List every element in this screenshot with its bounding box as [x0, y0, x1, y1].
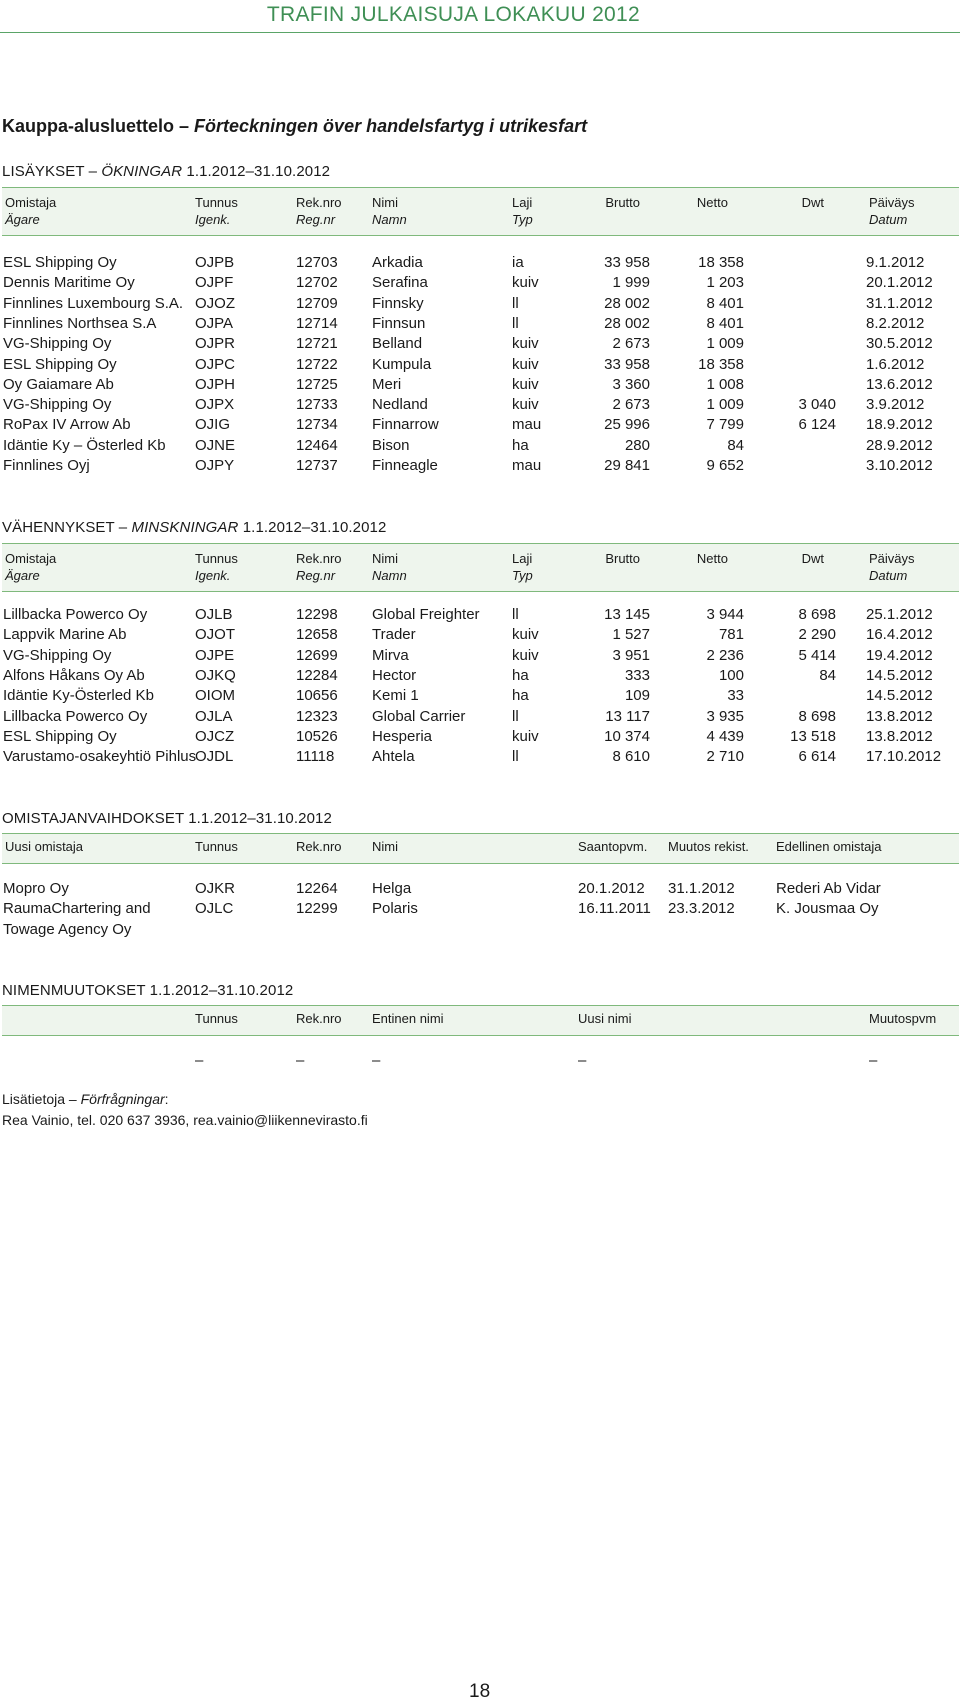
header-reg-no: Rek.nro [296, 551, 342, 566]
header-reg-no: Rek.nro [296, 195, 342, 210]
title-fi: Kauppa-alusluettelo – [2, 116, 195, 136]
cell-reg-no: 11118 [296, 748, 335, 766]
additions-heading: LISÄYKSET – ÖKNINGAR 1.1.2012–31.10.2012 [2, 163, 331, 180]
header-previous-owner: Edellinen omistaja [776, 839, 882, 854]
cell-call-sign: OIOM [195, 687, 235, 705]
cell-owner: Oy Gaiamare Ab [3, 375, 114, 393]
cell-type: ha [512, 687, 529, 705]
cell-type: ha [512, 436, 529, 454]
header-call-sign: Tunnus [195, 551, 238, 566]
cell-date: 20.1.2012 [866, 274, 933, 292]
cell-ship-name: Serafina [372, 274, 428, 292]
ownership-heading: OMISTAJANVAIHDOKSET 1.1.2012–31.10.2012 [2, 810, 332, 827]
cell-gross: 3 951 [612, 646, 650, 664]
cell-date: 28.9.2012 [866, 436, 933, 454]
cell-date: 8.2.2012 [866, 314, 925, 332]
cell-net: 1 008 [706, 375, 744, 393]
cell-reg-no: 12284 [296, 666, 338, 684]
cell-reg-no: 12725 [296, 375, 338, 393]
cell-ship-name: Global Carrier [372, 707, 466, 725]
header-owner: Omistaja [5, 195, 57, 210]
header-former-name: Entinen nimi [372, 1011, 444, 1026]
header-ship-name: Nimi [372, 551, 398, 566]
cell-net: 2 710 [706, 748, 744, 766]
cell-call-sign: OJOT [195, 626, 235, 644]
cell-call-sign: OJLC [195, 900, 234, 918]
cell-reg-no: 12299 [296, 900, 338, 918]
cell-type: ll [512, 606, 519, 623]
cell-reg-no: – [296, 1052, 305, 1069]
header-new-owner: Uusi omistaja [5, 839, 84, 854]
cell-net: 1 009 [706, 396, 744, 414]
cell-dwt: 8 698 [798, 606, 836, 623]
cell-dwt: 13 518 [790, 727, 836, 745]
cell-type: ha [512, 666, 529, 684]
cell-reg-no: 12722 [296, 355, 338, 373]
cell-ship-name: Global Freighter [372, 606, 480, 623]
footer-contact-text: Rea Vainio, tel. 020 637 3936, rea.vainio@liikennevirasto.fi [2, 1112, 368, 1128]
header-acquired-date: Saantopvm. [578, 839, 648, 854]
cell-owner: RoPax IV Arrow Ab [3, 416, 131, 434]
header-reg-no-sv: Reg.nr [296, 568, 336, 583]
cell-date: 13.6.2012 [866, 375, 933, 393]
cell-date: 16.4.2012 [866, 626, 933, 644]
cell-type: kuiv [512, 626, 539, 644]
cell-type: ll [512, 314, 519, 332]
cell-reg-no: 10656 [296, 687, 338, 705]
cell-owner: Idäntie Ky-Österled Kb [3, 687, 154, 705]
cell-new-name: – [578, 1052, 587, 1069]
header-call-sign: Tunnus [195, 839, 238, 854]
header-owner-sv: Ägare [5, 568, 40, 583]
cell-ship-name: Belland [372, 335, 423, 353]
header-date: Päiväys [869, 551, 915, 566]
reductions-heading: VÄHENNYKSET – MINSKNINGAR 1.1.2012–31.10.2012 [2, 519, 387, 536]
cell-new-owner: Mopro Oy [3, 880, 69, 897]
cell-acquired-date: 16.11.2011 [578, 900, 651, 918]
cell-owner: Lillbacka Powerco Oy [3, 606, 148, 623]
cell-call-sign: OJKR [195, 880, 236, 897]
cell-date: 14.5.2012 [866, 687, 933, 705]
header-type: Laji [512, 195, 533, 210]
cell-gross: 280 [624, 436, 650, 454]
cell-call-sign: OJPX [195, 396, 235, 414]
cell-reg-no: 12734 [296, 416, 338, 434]
page-number: 18 [469, 1681, 491, 1702]
cell-call-sign: OJKQ [195, 666, 236, 684]
cell-reg-no: 12714 [296, 314, 338, 332]
cell-owner: Idäntie Ky – Österled Kb [3, 436, 166, 454]
header-new-name: Uusi nimi [578, 1011, 632, 1026]
cell-net: 18 358 [698, 254, 744, 271]
title-sv: Förteckningen över handelsfartyg i utrikesfart [194, 116, 588, 136]
footer-contact [2, 1089, 368, 1131]
cell-owner: Varustamo-osakeyhtiö Pihlus [3, 748, 197, 766]
cell-call-sign: OJPB [195, 254, 235, 271]
cell-ship-name: Meri [372, 375, 402, 393]
cell-net: 1 009 [706, 335, 744, 353]
cell-call-sign: OJPC [195, 355, 236, 373]
page-title [2, 116, 587, 137]
cell-owner: ESL Shipping Oy [3, 254, 117, 271]
cell-acquired-date: 20.1.2012 [578, 880, 645, 897]
cell-reg-no: 12298 [296, 606, 338, 623]
header-date-sv: Datum [869, 568, 908, 583]
cell-net: 3 944 [706, 606, 744, 623]
cell-date: 13.8.2012 [866, 707, 933, 725]
cell-gross: 333 [624, 666, 650, 684]
cell-gross: 28 002 [604, 314, 650, 332]
cell-ship-name: Ahtela [372, 748, 415, 766]
header-owner: Omistaja [5, 551, 57, 566]
cell-call-sign: OJOZ [195, 294, 235, 312]
cell-call-sign: – [195, 1052, 204, 1069]
cell-dwt: 5 414 [798, 646, 836, 664]
cell-date: 13.8.2012 [866, 727, 933, 745]
cell-ship-name: Trader [372, 626, 416, 644]
cell-reg-no: 12323 [296, 707, 338, 725]
cell-net: 3 935 [706, 707, 744, 725]
cell-dwt: 8 698 [798, 707, 836, 725]
cell-type: kuiv [512, 375, 539, 393]
cell-date: 3.10.2012 [866, 457, 933, 474]
cell-owner: Lappvik Marine Ab [3, 626, 127, 644]
cell-gross: 13 117 [605, 707, 650, 725]
header-ship-name: Nimi [372, 195, 398, 210]
header-call-sign: Tunnus [195, 195, 238, 210]
cell-ship-name: Finnarrow [372, 416, 439, 434]
cell-gross: 28 002 [604, 294, 650, 312]
cell-net: 7 799 [706, 416, 744, 434]
cell-ship-name: Arkadia [372, 254, 423, 271]
cell-date: 30.5.2012 [866, 335, 933, 353]
cell-gross: 8 610 [612, 748, 650, 766]
header-ship-name-sv: Namn [372, 212, 407, 227]
header-change-date: Muutospvm [869, 1011, 937, 1026]
cell-ship-name: Nedland [372, 396, 428, 414]
cell-reg-no: 12699 [296, 646, 338, 664]
cell-owner: VG-Shipping Oy [3, 396, 112, 414]
cell-reg-no: 12703 [296, 254, 338, 271]
cell-date: 25.1.2012 [866, 606, 933, 623]
cell-reg-no: 12709 [296, 294, 338, 312]
cell-ship-name: Hesperia [372, 727, 433, 745]
cell-net: 1 203 [706, 274, 744, 292]
cell-gross: 25 996 [604, 416, 650, 434]
cell-owner: Finnlines Oyj [3, 457, 90, 474]
cell-gross: 1 999 [612, 274, 650, 292]
cell-gross: 109 [624, 687, 650, 705]
cell-call-sign: OJPY [195, 457, 235, 474]
name-changes-header [2, 1005, 959, 1036]
cell-gross: 33 958 [604, 355, 650, 373]
cell-date: 1.6.2012 [866, 355, 925, 373]
cell-call-sign: OJPF [195, 274, 234, 292]
header-registered-date: Muutos rekist. [668, 839, 749, 854]
cell-new-owner: RaumaChartering and [3, 900, 151, 918]
cell-former-name: – [372, 1052, 381, 1069]
cell-previous-owner: K. Jousmaa Oy [776, 900, 879, 918]
cell-type: kuiv [512, 335, 539, 353]
cell-owner: VG-Shipping Oy [3, 646, 112, 664]
cell-date: 19.4.2012 [866, 646, 933, 664]
footer-label: Lisätietoja – Förfrågningar: [2, 1091, 169, 1107]
cell-change-date: – [869, 1052, 878, 1069]
cell-owner: Finnlines Northsea S.A [3, 314, 157, 332]
cell-reg-no: 12702 [296, 274, 338, 292]
cell-owner: ESL Shipping Oy [3, 355, 117, 373]
header-reg-no-sv: Reg.nr [296, 212, 336, 227]
cell-net: 84 [727, 436, 744, 454]
cell-type: kuiv [512, 274, 539, 292]
header-ship-name: Nimi [372, 839, 398, 854]
header-type: Laji [512, 551, 533, 566]
cell-type: ll [512, 294, 519, 312]
cell-type: mau [512, 457, 542, 474]
cell-net: 4 439 [706, 727, 744, 745]
cell-net: 8 401 [706, 294, 744, 312]
cell-dwt: 2 290 [798, 626, 836, 644]
header-call-sign-sv: Igenk. [195, 212, 231, 227]
cell-owner: Alfons Håkans Oy Ab [3, 666, 145, 684]
cell-reg-no: 12737 [296, 457, 338, 474]
header-reg-no: Rek.nro [296, 1011, 342, 1026]
running-header [0, 0, 960, 33]
cell-ship-name: Bison [372, 436, 410, 454]
cell-previous-owner: Rederi Ab Vidar [776, 880, 881, 897]
cell-net: 8 401 [706, 314, 744, 332]
cell-date: 17.10.2012 [866, 748, 942, 766]
cell-gross: 29 841 [604, 457, 650, 474]
cell-date: 31.1.2012 [866, 294, 933, 312]
cell-type: ll [512, 748, 519, 766]
cell-call-sign: OJCZ [195, 727, 235, 745]
cell-gross: 2 673 [612, 396, 650, 414]
cell-call-sign: OJPE [195, 646, 235, 664]
cell-gross: 3 360 [612, 375, 650, 393]
header-call-sign: Tunnus [195, 1011, 238, 1026]
cell-call-sign: OJDL [195, 748, 234, 766]
cell-reg-no: 12658 [296, 626, 338, 644]
cell-owner: ESL Shipping Oy [3, 727, 117, 745]
cell-owner: Dennis Maritime Oy [3, 274, 135, 292]
header-date: Päiväys [869, 195, 915, 210]
cell-gross: 10 374 [604, 727, 650, 745]
cell-type: kuiv [512, 396, 539, 414]
cell-call-sign: OJIG [195, 416, 231, 434]
header-owner-sv: Ägare [5, 212, 40, 227]
header-type-sv: Typ [512, 212, 533, 227]
cell-call-sign: OJLB [195, 606, 233, 623]
cell-call-sign: OJPH [195, 375, 236, 393]
cell-net: 9 652 [706, 457, 744, 474]
cell-gross: 33 958 [604, 254, 650, 271]
header-ship-name-sv: Namn [372, 568, 407, 583]
header-dwt: Dwt [801, 195, 824, 210]
cell-ship-name: Finnsun [372, 314, 426, 332]
cell-registered-date: 31.1.2012 [668, 880, 735, 897]
cell-ship-name: Helga [372, 880, 412, 897]
header-gross: Brutto [605, 551, 640, 566]
cell-dwt: 3 040 [798, 396, 836, 414]
cell-gross: 13 145 [604, 606, 650, 623]
cell-call-sign: OJNE [195, 436, 236, 454]
cell-type: kuiv [512, 355, 539, 373]
cell-ship-name: Finnsky [372, 294, 424, 312]
cell-call-sign: OJPR [195, 335, 236, 353]
cell-registered-date: 23.3.2012 [668, 900, 735, 918]
header-gross: Brutto [605, 195, 640, 210]
cell-date: 14.5.2012 [866, 666, 933, 684]
header-type-sv: Typ [512, 568, 533, 583]
cell-dwt: 6 614 [798, 748, 836, 766]
cell-date: 3.9.2012 [866, 396, 925, 414]
cell-ship-name: Polaris [372, 900, 418, 918]
cell-net: 18 358 [698, 355, 744, 373]
cell-call-sign: OJLA [195, 707, 233, 725]
cell-type: kuiv [512, 727, 539, 745]
cell-reg-no: 12464 [296, 436, 338, 454]
name-changes-heading: NIMENMUUTOKSET 1.1.2012–31.10.2012 [2, 982, 294, 999]
running-header-text: TRAFIN JULKAISUJA LOKAKUU 2012 [266, 3, 640, 26]
cell-reg-no: 12721 [296, 335, 338, 353]
header-net: Netto [696, 551, 728, 566]
cell-type: ll [512, 707, 519, 725]
cell-reg-no: 12264 [296, 880, 338, 897]
cell-reg-no: 12733 [296, 396, 338, 414]
cell-gross: 1 527 [612, 626, 650, 644]
cell-call-sign: OJPA [195, 314, 234, 332]
cell-ship-name: Kumpula [372, 355, 432, 373]
header-reg-no: Rek.nro [296, 839, 342, 854]
cell-net: 2 236 [706, 646, 744, 664]
cell-owner: Lillbacka Powerco Oy [3, 707, 148, 725]
header-net: Netto [696, 195, 728, 210]
cell-net: 100 [718, 666, 744, 684]
cell-owner: Finnlines Luxembourg S.A. [3, 294, 184, 312]
cell-new-owner-continued: Towage Agency Oy [3, 921, 132, 938]
cell-net: 33 [727, 687, 744, 705]
cell-gross: 2 673 [612, 335, 650, 353]
cell-dwt: 84 [819, 666, 836, 684]
cell-date: 9.1.2012 [866, 254, 925, 271]
cell-ship-name: Mirva [372, 646, 409, 664]
header-dwt: Dwt [801, 551, 824, 566]
cell-type: ia [512, 254, 524, 271]
header-call-sign-sv: Igenk. [195, 568, 231, 583]
cell-ship-name: Finneagle [372, 457, 438, 474]
cell-dwt: 6 124 [798, 416, 836, 434]
header-date-sv: Datum [869, 212, 908, 227]
cell-ship-name: Kemi 1 [372, 687, 419, 705]
cell-ship-name: Hector [372, 666, 417, 684]
cell-date: 18.9.2012 [866, 416, 933, 434]
cell-type: mau [512, 416, 542, 434]
cell-reg-no: 10526 [296, 727, 338, 745]
cell-type: kuiv [512, 646, 539, 664]
cell-owner: VG-Shipping Oy [3, 335, 112, 353]
cell-net: 781 [718, 626, 744, 644]
